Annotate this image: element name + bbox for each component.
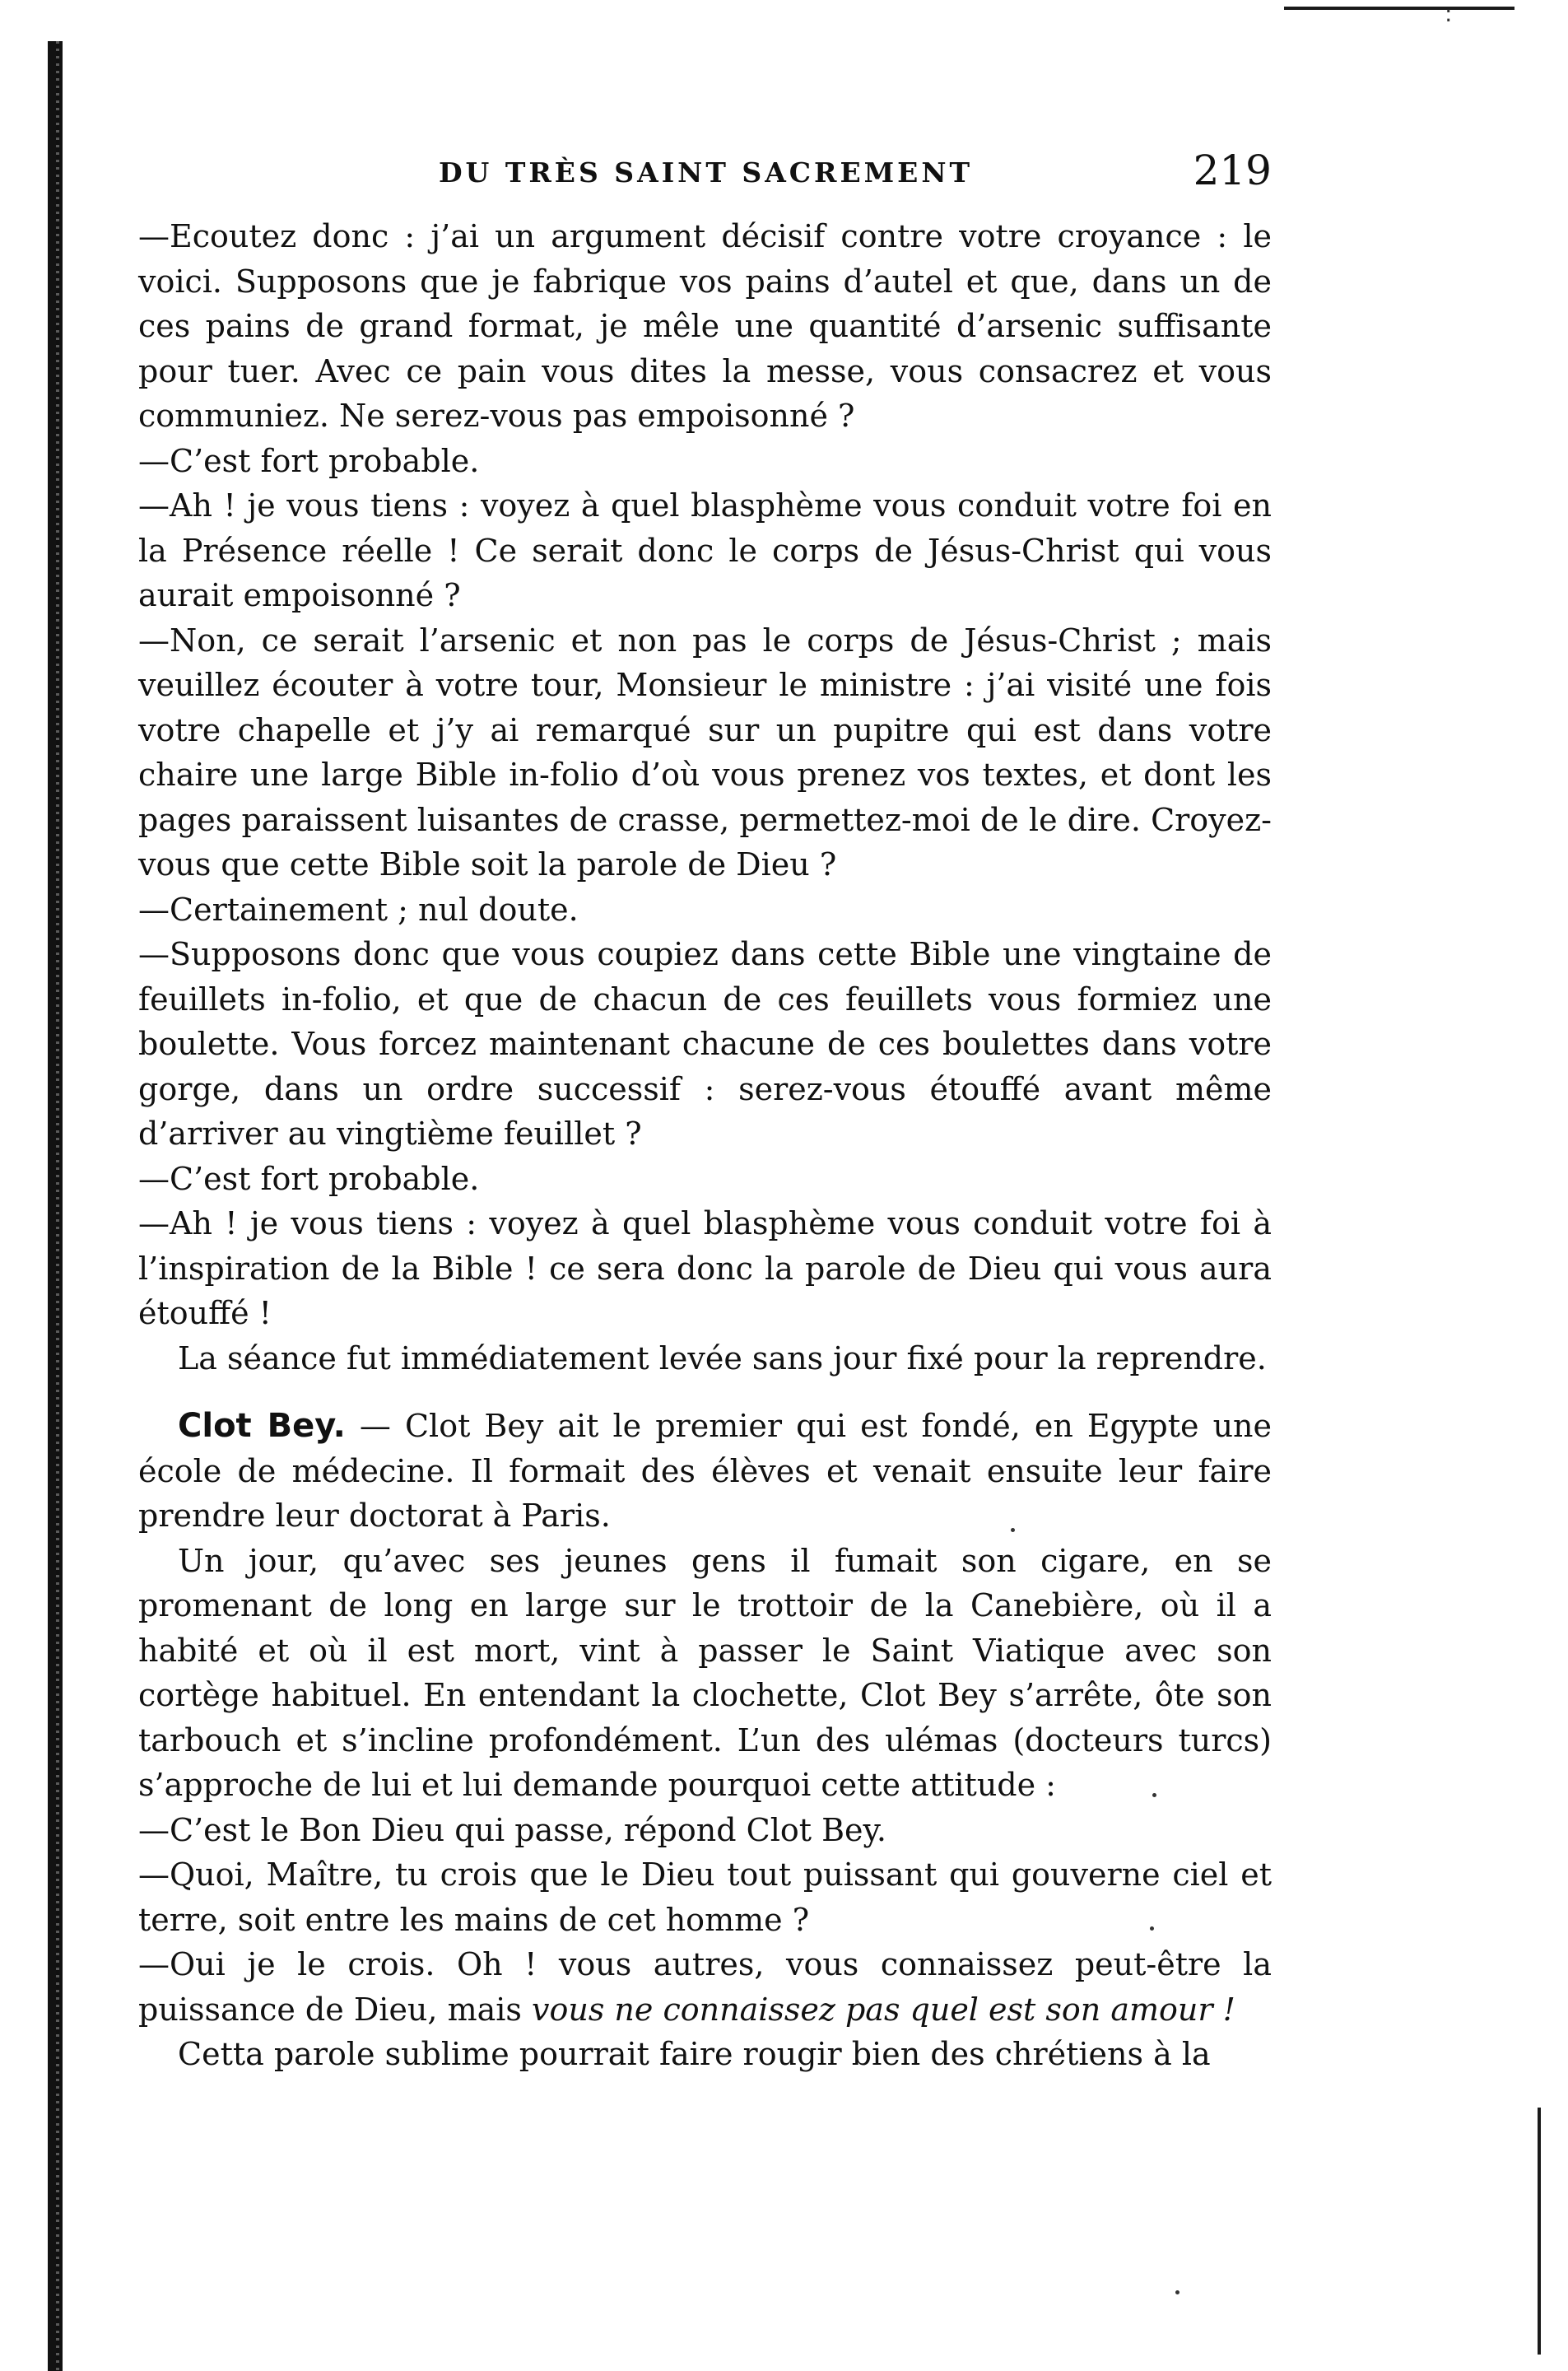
final-dialogue-text: —Oui je le crois. Oh ! vous autres, vous connaissez peut-être la puissance de Dieu, mais (138, 1946, 1272, 2028)
final-dialogue-line (138, 1942, 1272, 2032)
paragraph: —Supposons donc que vous coupiez dans cette Bible une vingtaine de feuillets in-folio, et que de chacun de ces feuillets vous formiez une boulette. Vous forcez maintenant chacune de ces boulettes dans votre gorge, dans un ordre successif : serez-vous étouffé avant même d’arriver au vingtième feuillet ? (138, 936, 1272, 1152)
last-paragraph: Cetta parole sublime pourrait faire rougir bien des chrétiens à la (178, 2036, 1211, 2072)
paragraph: —C’est fort probable. (138, 442, 480, 479)
right-edge-rule (1538, 2108, 1541, 2355)
paragraph: —Non, ce serait l’arsenic et non pas le corps de Jésus-Christ ; mais veuillez écouter à votre tour, Monsieur le ministre : j’ai visité une fois votre chapelle et j’y ai remarqué sur un pupitre qui est dans votre chaire une large Bible in-folio d’où vous prenez vos textes, et dont les pages paraissent luisantes de crasse, permettez-moi de le dire. Croyez-vous que cette Bible soit la parole de Dieu ? (138, 622, 1272, 883)
dialogue-line: —C’est le Bon Dieu qui passe, répond Clot Bey. (138, 1811, 886, 1848)
section-first-paragraph-text: — Clot Bey ait le premier qui est fondé, en Egypte une école de médecine. Il formait des élèves et venait ensuite leur faire prendre leur doctorat à Paris. (138, 1408, 1272, 1534)
section-first-paragraph (138, 1404, 1272, 1539)
dialogue-line: —Quoi, Maître, tu crois que le Dieu tout puissant qui gouverne ciel et terre, soit entre les mains de cet homme ? (138, 1856, 1272, 1938)
section-second-paragraph: Un jour, qu’avec ses jeunes gens il fumait son cigare, en se promenant de long en large sur le trottoir de la Canebière, où il a habité et où il est mort, vint à passer le Saint Viatique avec son cortège habituel. En entendant la clochette, Clot Bey s’arrête, ôte son tarbouch et s’incline profondément. L’un des ulémas (docteurs turcs) s’approche de lui et lui demande pourquoi cette attitude : (138, 1542, 1272, 1803)
running-title: DU TRÈS SAINT SACREMENT (438, 156, 974, 189)
paragraph: —Ah ! je vous tiens : voyez à quel blasphème vous conduit votre foi en la Présence réelle ! Ce serait donc le corps de Jésus-Christ qui vous aurait empoisonné ? (138, 487, 1272, 613)
page-number: 219 (1193, 147, 1272, 194)
paragraph: —Ecoutez donc : j’ai un argument décisif contre votre croyance : le voici. Supposons que je fabrique vos pains d’autel et que, dans un de ces pains de grand format, je mêle une quantité d’arsenic suffisante pour tuer. Avec ce pain vous dites la messe, vous consacrez et vous communiez. Ne serez-vous pas empoisonné ? (138, 218, 1272, 434)
ink-speck (1175, 2290, 1179, 2294)
book-spine-shadow (48, 41, 63, 2371)
final-dialogue-italic: vous ne connaissez pas quel est son amour ! (532, 1991, 1235, 2028)
section-heading: Clot Bey. (178, 1407, 346, 1445)
top-edge-rule (1284, 7, 1514, 10)
paragraph: —Certainement ; nul doute. (138, 891, 579, 928)
closing-sentence: La séance fut immédiatement levée sans jour fixé pour la reprendre. (178, 1339, 1267, 1376)
page-header (140, 147, 1272, 207)
top-edge-mark: : (1445, 0, 1453, 27)
paragraph: —C’est fort probable. (138, 1160, 480, 1197)
paragraph: —Ah ! je vous tiens : voyez à quel blasphème vous conduit votre foi à l’inspiration de la Bible ! ce sera donc la parole de Dieu qui vous aura étouffé ! (138, 1205, 1272, 1331)
page-body (138, 214, 1272, 2077)
